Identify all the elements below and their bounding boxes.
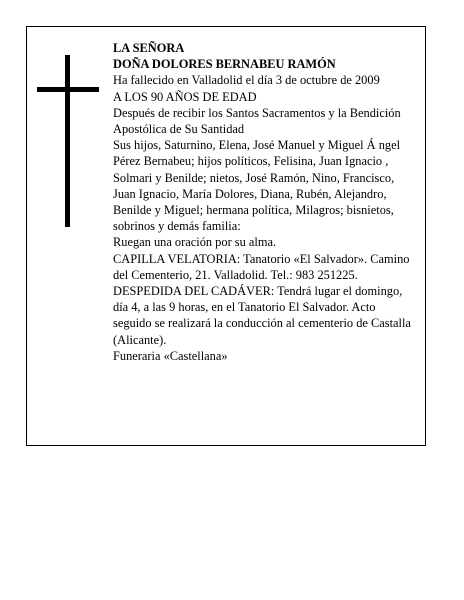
notice-title: LA SEÑORA bbox=[113, 41, 185, 55]
notice-text bbox=[113, 40, 413, 364]
farewell-info: DESPEDIDA DEL CADÁVER: Tendrá lugar el domingo, día 4, a las 9 horas, en el Tanatorio El Salvador. Acto seguido se realizará la conducción al cementerio de Castalla (Alicante). bbox=[113, 284, 411, 347]
deceased-name: DOÑA DOLORES BERNABEU RAMÓN bbox=[113, 57, 336, 72]
obituary-notice bbox=[26, 26, 426, 446]
chapel-info: CAPILLA VELATORIA: Tanatorio «El Salvador». Camino del Cementerio, 21. Valladolid. Tel.: 983 251225. bbox=[113, 251, 410, 282]
cross-horizontal-bar bbox=[37, 87, 99, 92]
family-list: Sus hijos, Saturnino, Elena, José Manuel y Miguel Á ngel Pérez Bernabeu; hijos políticos, Felisina, Juan Ignacio , Solmari y Benilde; nietos, José Ramón, Nino, Francisco, Juan Ignacio, María Dolores, Diana, Rubén, Alejandro, Benilde y Miguel; hermana política, Milagros; bisnietos, sobrinos y demás familia: bbox=[113, 138, 401, 234]
cross-vertical-bar bbox=[65, 55, 70, 227]
sacraments-line: Después de recibir los Santos Sacramentos y la Bendición Apostólica de Su Santidad bbox=[113, 105, 401, 137]
death-line: Ha fallecido en Valladolid el día 3 de octubre de 2009 bbox=[113, 73, 380, 88]
cross-icon bbox=[37, 55, 99, 227]
age-line: A LOS 90 AÑOS DE EDAD bbox=[113, 89, 257, 104]
prayer-line: Ruegan una oración por su alma. bbox=[113, 235, 277, 250]
funeral-home: Funeraria «Castellana» bbox=[113, 348, 228, 363]
